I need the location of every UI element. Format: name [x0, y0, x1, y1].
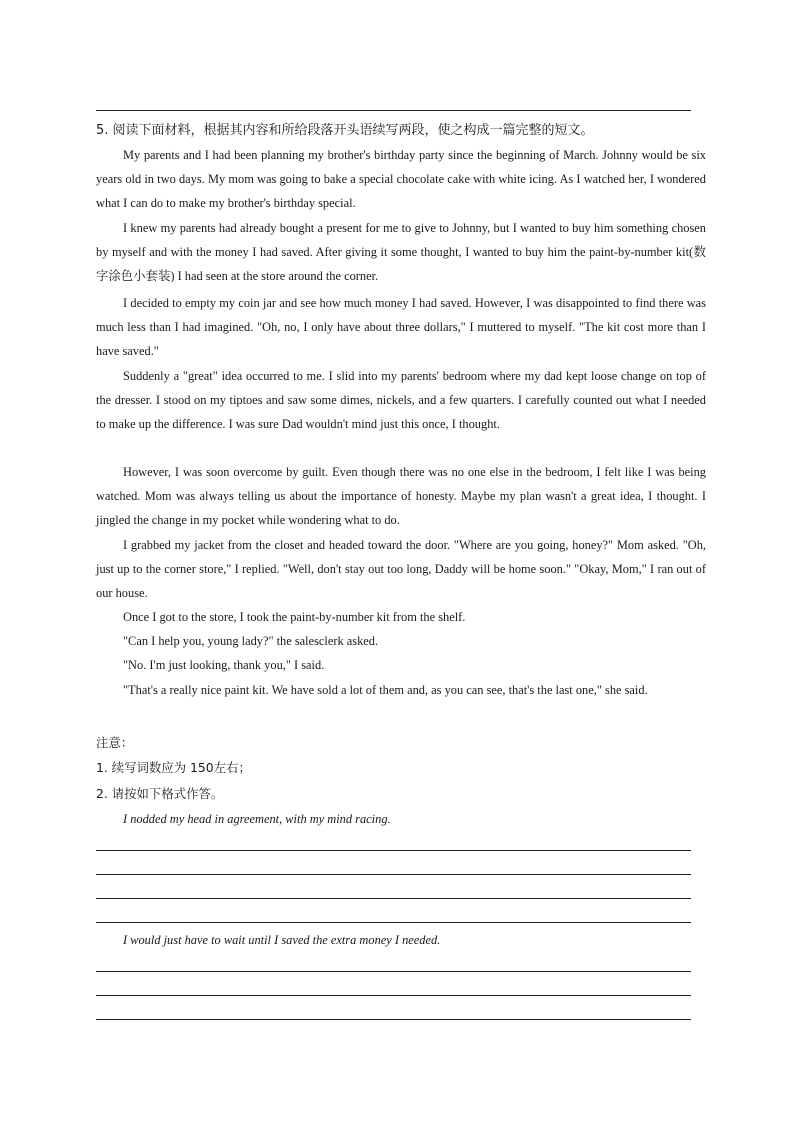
question-heading: 5. 阅读下面材料，根据其内容和所给段落开头语续写两段，使之构成一篇完整的短文。 [96, 123, 594, 138]
note-word-count: 1. 续写词数应为 150左右； [96, 760, 251, 775]
passage-paragraph-7: Once I got to the store, I took the paint-by-number kit from the shelf. [123, 610, 466, 624]
passage-paragraph-4: Suddenly a "great" idea occurred to me. I slid into my parents' bedroom where my dad kept loose change on top of the dresser. I stood on my tiptoes and saw some dimes, nickels, and a few quarters. I carefully counted out what I needed to make up the difference. I was sure Dad wouldn't mind just this once, I thought. [96, 369, 706, 432]
passage-paragraph-2: I knew my parents had already bought a present for me to give to Johnny, but I wanted to buy him something chosen by myself and with the money I had saved. After giving it some thought, I wanted to buy him the paint-by-number kit(数字涂色小套装) I had seen at the store around the corner. [96, 221, 706, 284]
paragraph-starter-1: I nodded my head in agreement, with my mind racing. [123, 812, 391, 826]
answer-line[interactable] [96, 922, 691, 923]
passage-paragraph-1: My parents and I had been planning my brother's birthday party since the beginning of March. Johnny would be six years old in two days. My mom was going to bake a special chocolate cake with white icing. As I watched her, I wondered what I can do to make my brother's birthday special. [96, 148, 706, 211]
paragraph-starter-2: I would just have to wait until I saved the extra money I needed. [123, 933, 441, 947]
passage-paragraph-5: However, I was soon overcome by guilt. Even though there was no one else in the bedroom, I felt like I was being watched. Mom was always telling us about the importance of honesty. Maybe my plan wasn't a great idea, I thought. I jingled the change in my pocket while wondering what to do. [96, 465, 706, 528]
answer-line[interactable] [96, 850, 691, 851]
passage-paragraph-9: "No. I'm just looking, thank you," I said. [123, 658, 325, 672]
note-format: 2. 请按如下格式作答。 [96, 786, 224, 801]
passage-paragraph-3: I decided to empty my coin jar and see how much money I had saved. However, I was disappointed to find there was much less than I had imagined. "Oh, no, I only have about three dollars," I muttered to myself. "The kit cost more than I have saved." [96, 296, 706, 359]
answer-line[interactable] [96, 874, 691, 875]
answer-line[interactable] [96, 995, 691, 996]
answer-line[interactable] [96, 1019, 691, 1020]
top-rule [96, 110, 691, 111]
passage-paragraph-8: "Can I help you, young lady?" the salesclerk asked. [123, 634, 379, 648]
answer-line[interactable] [96, 898, 691, 899]
answer-line[interactable] [96, 971, 691, 972]
passage-paragraph-6: I grabbed my jacket from the closet and headed toward the door. "Where are you going, honey?" Mom asked. "Oh, just up to the corner store," I replied. "Well, don't stay out too long, Daddy will be home soon." "Okay, Mom," I ran out of our house. [96, 538, 706, 601]
notes-title: 注意： [96, 735, 134, 750]
passage-paragraph-10: "That's a really nice paint kit. We have sold a lot of them and, as you can see, that's the last one," she said. [123, 683, 648, 697]
